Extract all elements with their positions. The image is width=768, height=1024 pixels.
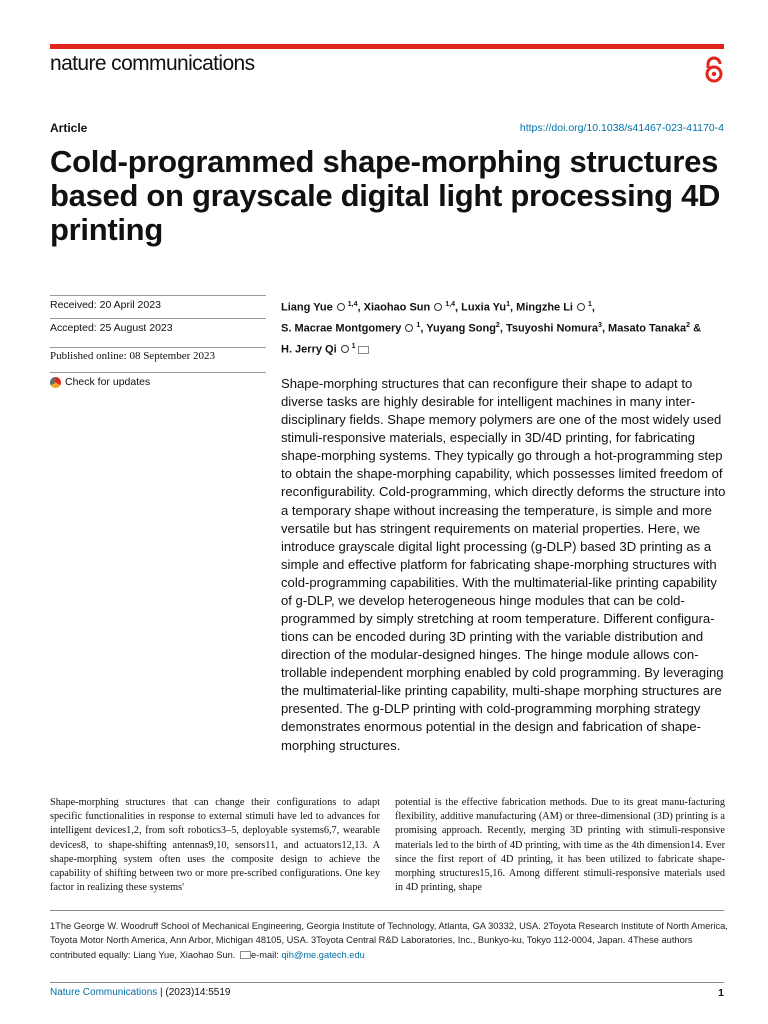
body-column-left: Shape-morphing structures that can change their configurations to adapt specific functionalities in response to external stimuli have led to advances for intelligent devices1,2, from soft robotics3–5, deployable systems6,7, wearable devices8, to shape-shifting antennas9,10, sensors11, and actuators12,13. A shape-morphing system often uses the composite design to achieve the capability of shifting between two or more pre-scribed configurations. One key factor in realizing these systems' — [50, 797, 380, 894]
orcid-icon[interactable] — [405, 324, 413, 332]
orcid-icon[interactable] — [341, 345, 349, 353]
author-line-2[interactable]: S. Macrae Montgomery $^1$, Yuyang Song$^2$, Tsuyoshi Nomura$^3$, Masato Tanaka$^2$ & — [281, 322, 702, 335]
doi-link[interactable]: https://doi.org/10.1038/s41467-023-41170-4 — [519, 122, 724, 134]
affiliations — [50, 919, 730, 962]
email-link[interactable]: qih@me.gatech.edu — [281, 949, 365, 960]
affiliations-divider — [50, 910, 724, 911]
check-updates-button[interactable] — [50, 372, 266, 388]
page-number: 1 — [718, 987, 724, 999]
footer-citation — [50, 987, 230, 998]
mail-icon[interactable] — [358, 346, 369, 354]
article-title: Cold-programmed shape-morphing structures based on grayscale digital light processing 4D printing — [50, 144, 721, 247]
journal-name[interactable]: nature communications — [50, 52, 255, 75]
orcid-icon[interactable] — [337, 303, 345, 311]
open-access-icon[interactable] — [703, 56, 725, 84]
mail-icon — [240, 951, 251, 959]
abstract: Shape-morphing structures that can reconfigure their shape to adapt to diverse tasks are highly desirable for intelligent machines in many inter-disciplinary fields. Shape memory polymers are one of the most widely used stimuli-responsive materials, especially in 3D/4D printing, for fabricating shape-morphing systems. They typically go through a hot-programming step to obtain the shape-morphing capability, which possesses limited freedom of reconfigurability. Cold-programming, which directly deforms the structure into a temporary shape without increasing the temperature, is simple and more versatile but has stringent requirements on material properties. Here, we introduce grayscale digital light processing (g-DLP) based 3D printing as a simple and effective platform for fabricating shape-morphing structures with cold-programming capabilities. With the multimaterial-like printing capability of g-DLP, we develop heterogeneous hinge modules that can be cold-programmed by simply stretching at room temperature. Different configura-tions can be encoded during 3D printing with the variable distribution and direction of the modular-designed hinges. The hinge module allows con-trollable independent morphing enabled by cold programming. By leveraging the multimaterial-like printing capability, multi-shape morphing structures are presented. The g-DLP printing with cold-programming morphing strategy demonstrates enormous potential in the design and fabrication of shape-morphing structures. — [281, 376, 726, 753]
article-type: Article — [50, 121, 88, 135]
email-label: e-mail: — [250, 949, 282, 960]
body-column-right: potential is the effective fabrication methods. Due to its great manu-facturing flexibility, additive manufacturing (AM) or three-dimensional (3D) printing is a promising approach. Recently, merging 3D printing with stimuli-responsive materials led to the birth of 4D printing, with time as the 4th dimension14. Ever since the first report of 4D printing, it has been utilized to fabricate shape-morphing structures15,16. Among different stimuli-responsive materials used in 4D printing, shape — [395, 797, 725, 894]
received-date: Received: 20 April 2023 — [50, 295, 266, 311]
footer-citation-text: | (2023)14:5519 — [157, 987, 231, 998]
footer-journal-link[interactable]: Nature Communications — [50, 987, 158, 998]
accepted-date: Accepted: 25 August 2023 — [50, 318, 266, 334]
published-date: Published online: 08 September 2023 — [50, 347, 266, 362]
check-updates-label: Check for updates — [65, 376, 151, 388]
check-updates-icon — [50, 377, 61, 388]
author-line-1[interactable]: Liang Yue $^{1,4}$, Xiaohao Sun $^{1,4}$, Luxia Yu$^1$, Mingzhe Li $^1$, — [281, 301, 595, 314]
footer-divider — [50, 982, 724, 983]
brand-rule — [50, 44, 724, 49]
orcid-icon[interactable] — [577, 303, 585, 311]
author-list — [281, 296, 731, 359]
affiliations-text: 1The George W. Woodruff School of Mechanical Engineering, Georgia Institute of Technology, Atlanta, GA 30332, USA. 2Toyota Research Institute of North America, Toyota Motor North America, Ann Arbor, Michigan 48105, USA. 3Toyota Central R&D Laboratories, Inc., Bunkyo-ku, Tokyo 112-0004, Japan. 4These authors contributed equally: Liang Yue, Xiaohao Sun. — [50, 921, 728, 960]
orcid-icon[interactable] — [434, 303, 442, 311]
author-line-3[interactable]: H. Jerry Qi $^1$ — [281, 338, 731, 359]
